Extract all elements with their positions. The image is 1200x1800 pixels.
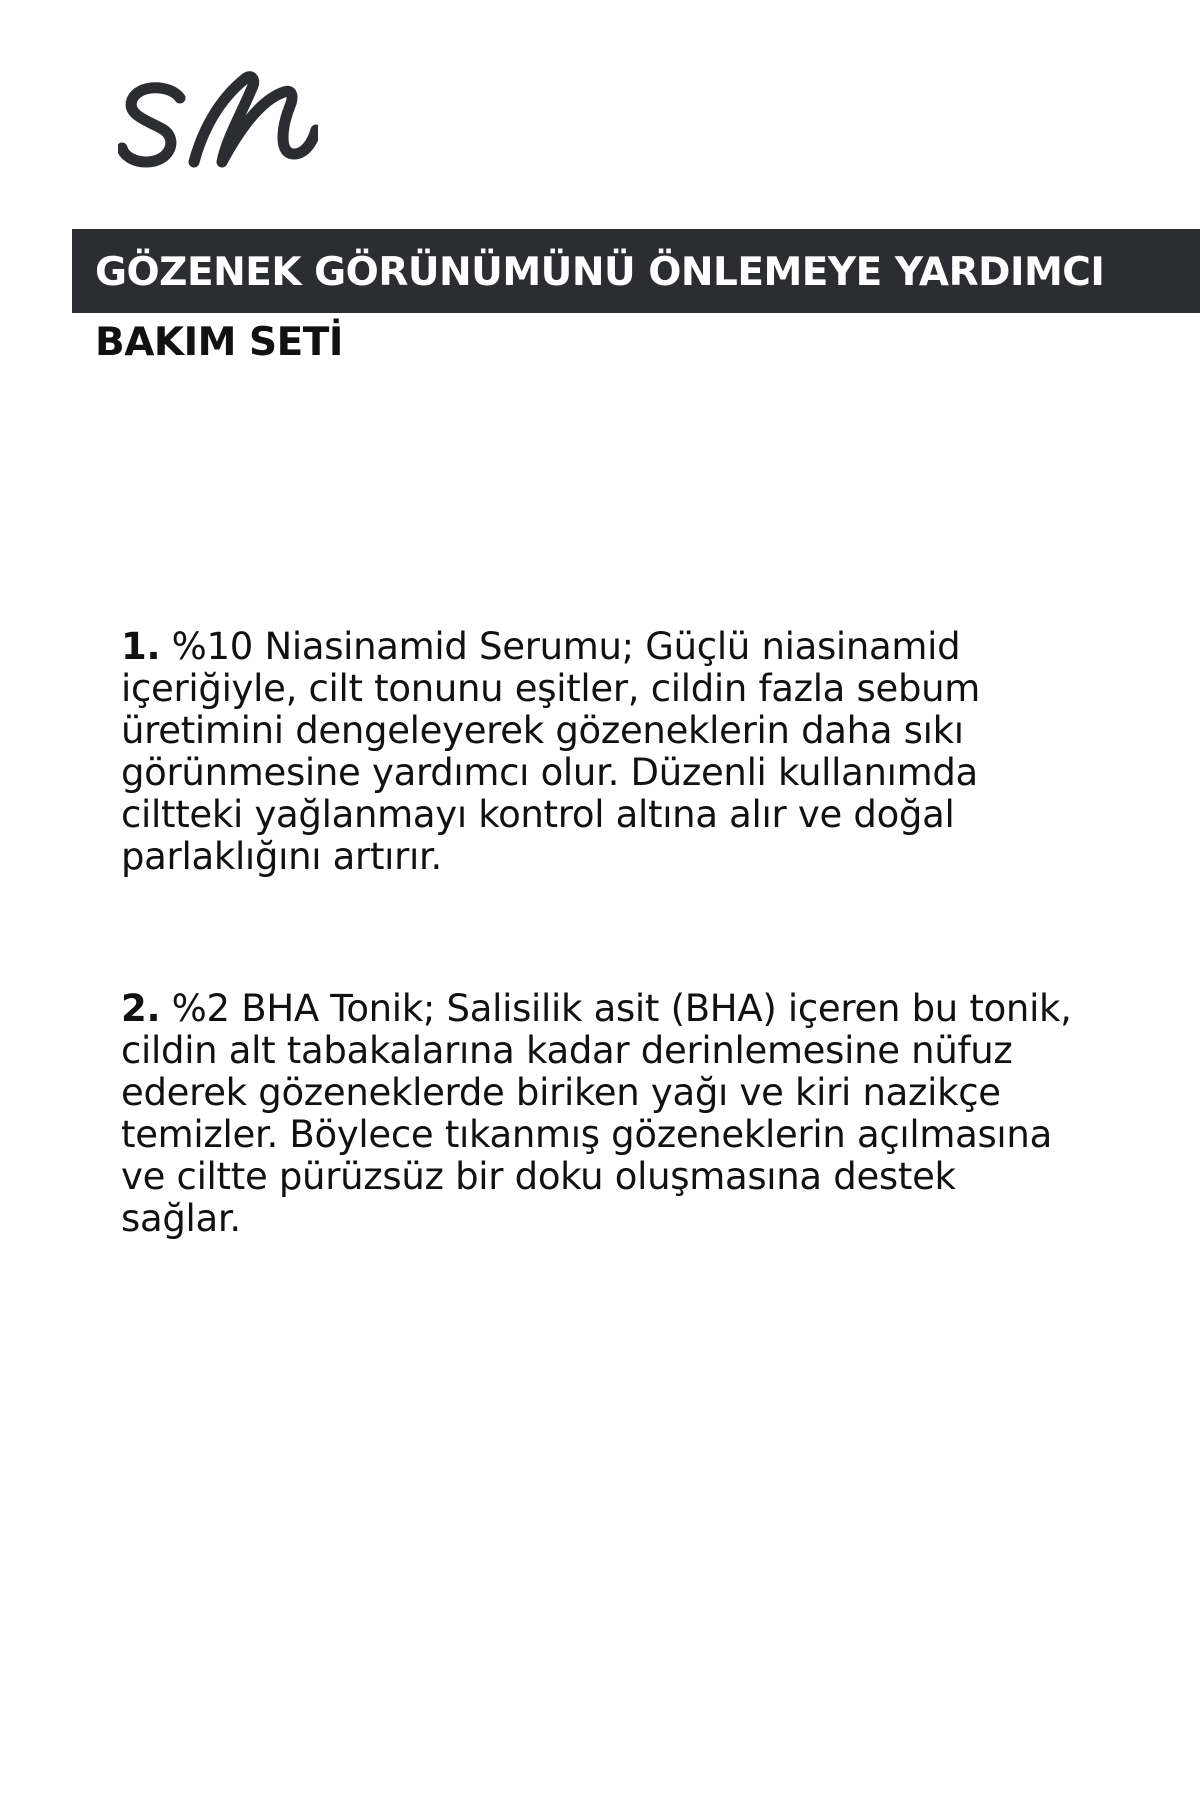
sn-script-logo-icon — [118, 70, 318, 170]
item-number: 1. — [121, 625, 161, 668]
item-description: %2 BHA Tonik; Salisilik asit (BHA) içeren bu tonik, cildin alt tabakalarına kadar derinlemesine nüfuz ederek gözeneklerde biriken yağı ve kiri nazikçe temizler. Böylece tıkanmış gözeneklerin açılmasına ve ciltte pürüzsüz bir doku oluşmasına destek sağlar. — [121, 987, 1072, 1240]
product-item-1 — [121, 626, 1081, 878]
brand-logo — [118, 70, 318, 170]
product-item-2 — [121, 988, 1081, 1240]
item-number: 2. — [121, 987, 161, 1030]
page-title-line-2: BAKIM SETİ — [95, 320, 343, 365]
item-description: %10 Niasinamid Serumu; Güçlü niasinamid içeriğiyle, cilt tonunu eşitler, cildin fazla sebum üretimini dengeleyerek gözeneklerin daha sıkı görünmesine yardımcı olur. Düzenli kullanımda ciltteki yağlanmayı kontrol altına alır ve doğal parlaklığını artırır. — [121, 625, 981, 878]
page-title-line-1: GÖZENEK GÖRÜNÜMÜNÜ ÖNLEMEYE YARDIMCI — [95, 250, 1105, 295]
